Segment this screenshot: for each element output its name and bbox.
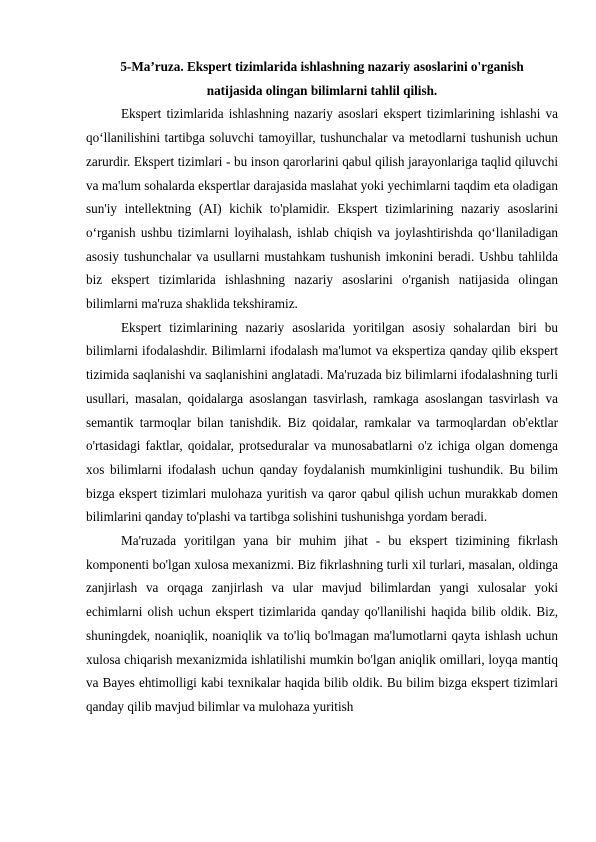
paragraph-2: Ekspert tizimlarining nazariy asoslarida yoritilgan asosiy sohalardan biri bu bilimlarni ifodalashdir. Bilimlarni ifodalash ma'lumot va ekspertiza qanday qilib ekspert tizimida saqlanishi va saqlanishini anglatadi. Ma'ruzada biz bilimlarni ifodalashning turli usullari, masalan, qoidalarga asoslangan tasvirlash, ramkaga asoslangan tasvirlash va semantik tarmoqlar bilan tanishdik. Biz qoidalar, ramkalar va tarmoqlardan ob'ektlar o'rtasidagi faktlar, qoidalar, protseduralar va munosabatlarni o'z ichiga olgan domenga xos bilimlarni ifodalash uchun qanday foydalanish mumkinligini tushundik. Bu bilim bizga ekspert tizimlari mulohaza yuritish va qaror qabul qilish uchun murakkab domen bilimlarini qanday to'plashi va tartibga solishini tushunishga yordam beradi.: [86, 319, 558, 525]
document-page: [86, 55, 558, 719]
paragraph-3: Ma'ruzada yoritilgan yana bir muhim jihat - bu ekspert tizimining fikrlash komponenti bo'lgan xulosa mexanizmi. Biz fikrlashning turli xil turlari, masalan, oldinga zanjirlash va orqaga zanjirlash va ular mavjud bilimlardan yangi xulosalar yoki echimlarni olish uchun ekspert tizimlarida qanday qo'llanilishi haqida bilib oldik. Biz, shuningdek, noaniqlik, noaniqlik va to'liq bo'lmagan ma'lumotlarni qayta ishlash uchun xulosa chiqarish mexanizmida ishlatilishi mumkin bo'lgan aniqlik omillari, loyqa mantiq va Bayes ehtimolligi kabi texnikalar haqida bilib oldik. Bu bilim bizga ekspert tizimlari qanday qilib mavjud bilimlar va mulohaza yuritish: [86, 533, 558, 714]
title-line-2: natijasida olingan bilimlarni tahlil qilish.: [206, 82, 438, 98]
lecture-title: [86, 55, 558, 102]
paragraph-1: Ekspert tizimlarida ishlashning nazariy asoslari ekspert tizimlarining ishlashi va qo‘llanilishini tartibga soluvchi tamoyillar, tushunchalar va metodlarni tushunish uchun zarurdir. Ekspert tizimlari - bu inson qarorlarini qabul qilish jarayonlariga taqlid qiluvchi va ma'lum sohalarda ekspertlar darajasida maslahat yoki yechimlarni taqdim eta oladigan sun'iy intellektning (AI) kichik to'plamidir. Ekspert tizimlarining nazariy asoslarini o‘rganish ushbu tizimlarni loyihalash, ishlab chiqish va joylashtirishda qo‘llaniladigan asosiy tushunchalar va usullarni mustahkam tushunish imkonini beradi. Ushbu tahlilda biz ekspert tizimlarida ishlashning nazariy asoslarini o'rganish natijasida olingan bilimlarni ma'ruza shaklida tekshiramiz.: [86, 106, 558, 312]
title-line-1: 5-Ma’ruza. Ekspert tizimlarida ishlashning nazariy asoslarini o'rganish: [120, 59, 524, 74]
